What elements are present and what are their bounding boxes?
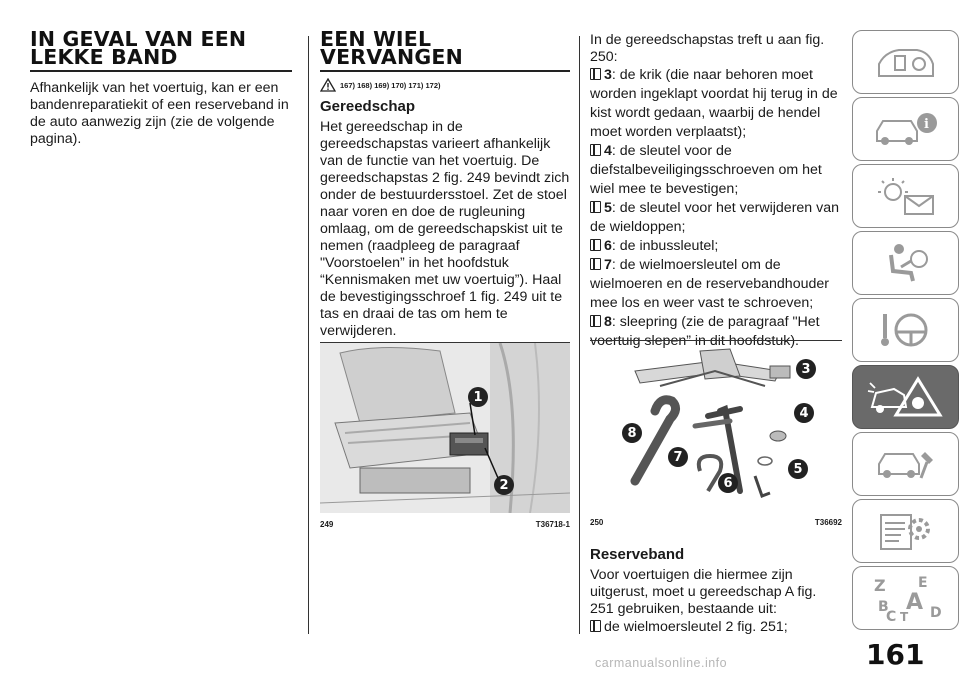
page-number: 161 xyxy=(866,638,925,671)
car-interior-icon xyxy=(871,40,941,84)
subheading-spare-wheel: Reserveband xyxy=(590,546,685,563)
tab-specs[interactable] xyxy=(852,499,959,563)
figure-caption xyxy=(320,520,570,529)
figure-caption xyxy=(590,518,842,527)
callout-8: 8 xyxy=(622,423,642,443)
toolbag-intro: In de gereedschapstas treft u aan fig. 250: xyxy=(590,32,825,65)
index-letter-b: B xyxy=(877,599,889,615)
list-item: 3: de krik (die naar behoren moet worden ingeklapt voordat hij terug in de kist wordt gedaan, waarbij de hendel moet worden verplaatst); xyxy=(590,67,838,140)
spare-wheel-paragraph: Voor voertuigen die hiermee zijn uitgerust, moet u gereedschap A fig. 251 gebruiken, bestaande uit: xyxy=(590,567,817,617)
book-icon xyxy=(590,620,601,632)
section-toolbag-contents xyxy=(590,30,842,351)
heading-rule xyxy=(30,70,292,72)
index-letter-a: A xyxy=(905,590,923,615)
column-divider xyxy=(308,36,309,634)
callout-2: 2 xyxy=(494,475,514,495)
subheading-tools: Gereedschap xyxy=(320,98,416,115)
index-letter-t: T xyxy=(899,610,908,623)
airbag-seat-icon xyxy=(871,241,941,285)
book-icon xyxy=(590,239,601,251)
list-item: 8: sleepring (zie de paragraaf "Het voertuig slepen” in dit hoofdstuk). xyxy=(590,314,820,349)
tab-airbag-seat[interactable] xyxy=(852,231,959,295)
tab-car-maintenance[interactable] xyxy=(852,432,959,496)
tab-index[interactable] xyxy=(852,566,959,630)
flat-tyre-paragraph: Afhankelijk van het voertuig, kan er een bandenreparatiekit of een reserveband in de auto aanwezig zijn (zie de volgende pagina). xyxy=(30,80,289,147)
callout-5: 5 xyxy=(788,459,808,479)
list-item: 7: de wielmoersleutel om de wielmoeren en de reservebandhouder mee los en weer vast te schroeven; xyxy=(590,257,829,311)
warning-references: 167) 168) 169) 170) 171) 172) xyxy=(320,78,570,92)
car-maintenance-icon xyxy=(871,442,941,486)
index-letter-e: E xyxy=(917,575,928,591)
figure-249 xyxy=(320,342,570,529)
section-spare-wheel xyxy=(590,540,842,637)
steering-wheel-icon xyxy=(871,308,941,352)
book-icon xyxy=(590,68,601,80)
figure-code: T36692 xyxy=(814,518,842,527)
index-letter-d: D xyxy=(929,605,942,621)
callout-4: 4 xyxy=(794,403,814,423)
book-icon xyxy=(590,201,601,213)
heading-change-wheel: EEN WIEL VERVANGEN xyxy=(320,27,463,69)
book-icon xyxy=(590,315,601,327)
emergency-triangle-icon xyxy=(866,373,946,421)
watermark: carmanualsonline.info xyxy=(595,656,728,670)
book-icon xyxy=(590,144,601,156)
tab-car-info[interactable] xyxy=(852,97,959,161)
list-item: de wielmoersleutel 2 fig. 251; xyxy=(590,618,842,637)
index-letter-z: Z xyxy=(873,576,886,595)
index-letter-c: C xyxy=(885,609,896,623)
list-item: 6: de inbussleutel; xyxy=(590,237,842,256)
section-change-wheel xyxy=(320,27,570,340)
heading-rule xyxy=(320,70,570,72)
callout-3: 3 xyxy=(796,359,816,379)
callout-6: 6 xyxy=(718,473,738,493)
tab-car-interior[interactable] xyxy=(852,30,959,94)
figure-code: T36718-1 xyxy=(535,520,570,529)
callout-1: 1 xyxy=(468,387,488,407)
list-item: 4: de sleutel voor de diefstalbeveiligingsschroeven om het wiel mee te bevestigen; xyxy=(590,143,822,197)
warning-lights-icon xyxy=(871,174,941,218)
figure-number: 250 xyxy=(590,518,604,527)
tab-warning-lights[interactable] xyxy=(852,164,959,228)
list-item: 5: de sleutel voor het verwijderen van de wieldoppen; xyxy=(590,200,840,235)
tab-steering-wheel[interactable] xyxy=(852,298,959,362)
tool-list xyxy=(590,66,842,351)
car-info-icon xyxy=(871,107,941,151)
tab-emergency[interactable] xyxy=(852,365,959,429)
heading-flat-tyre: IN GEVAL VAN EEN LEKKE BAND xyxy=(30,27,247,69)
seat-toolbag-illustration xyxy=(320,343,570,513)
column-divider xyxy=(579,36,580,634)
figure-250 xyxy=(590,340,842,527)
tools-paragraph: Het gereedschap in de gereedschapstas varieert afhankelijk van de functie van het voertuig. De gereedschapstas 2 fig. 249 bevindt zich onder de bestuurdersstoel. Zet de stoel naar voren en doe de rugleuning omlaag, om de gereedschapskist uit te nemen (raadpleeg de paragraaf "Voorstoelen” in het hoofdstuk “Kennismaken met uw voertuig”). Haal de bevestigingsschroef 1 fig. 249 uit te tas en draai de tas om hem te verwijderen. xyxy=(320,119,570,339)
callout-7: 7 xyxy=(668,447,688,467)
specs-gear-icon xyxy=(871,509,941,553)
figure-number: 249 xyxy=(320,520,334,529)
book-icon xyxy=(590,258,601,270)
svg-text:i: i xyxy=(923,117,929,132)
section-flat-tyre xyxy=(30,27,292,148)
warning-triangle-icon xyxy=(320,78,336,92)
index-letters-icon xyxy=(866,573,946,623)
